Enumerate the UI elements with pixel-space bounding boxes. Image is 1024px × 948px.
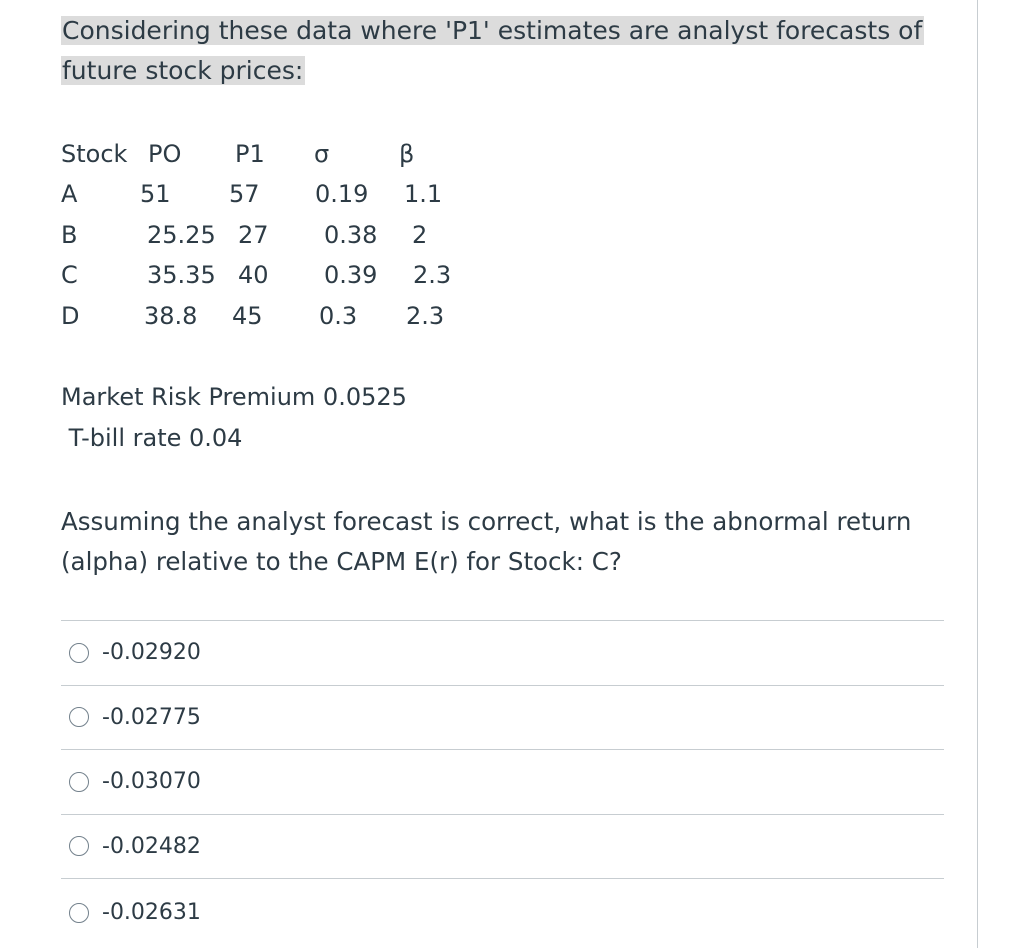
answer-option[interactable] (61, 685, 944, 750)
radio-button[interactable] (69, 643, 89, 663)
answer-label[interactable]: -0.02631 (102, 900, 201, 925)
answer-option[interactable] (61, 878, 944, 946)
row-b-stock: B (61, 221, 78, 249)
header-sigma: σ (314, 140, 330, 168)
market-risk-premium: Market Risk Premium 0.0525 (61, 383, 407, 411)
tbill-rate: T-bill rate 0.04 (61, 424, 243, 452)
radio-button[interactable] (69, 836, 89, 856)
radio-button[interactable] (69, 707, 89, 727)
answer-label[interactable]: -0.02775 (102, 704, 201, 730)
question-text (61, 502, 941, 582)
row-a-p1: 57 (229, 180, 260, 208)
header-p0: PO (148, 140, 182, 168)
row-a-beta: 1.1 (404, 180, 443, 208)
row-b-beta: 2 (412, 221, 428, 249)
intro-line-1: Considering these data where 'P1' estimates are analyst forecasts of (62, 16, 923, 45)
question-intro (61, 11, 941, 91)
answer-label[interactable]: -0.02920 (102, 640, 201, 666)
row-a-stock: A (61, 180, 78, 208)
row-d-p1: 45 (232, 302, 263, 330)
row-c-p0: 35.35 (147, 261, 216, 289)
header-stock: Stock (61, 140, 128, 168)
answer-label[interactable]: -0.02482 (102, 833, 201, 859)
row-d-sigma: 0.3 (319, 302, 358, 330)
row-b-p0: 25.25 (147, 221, 216, 249)
question-line-1: Assuming the analyst forecast is correct, what is the abnormal return (61, 507, 912, 536)
row-d-beta: 2.3 (406, 302, 445, 330)
row-a-p0: 51 (140, 180, 171, 208)
row-d-stock: D (61, 302, 80, 330)
header-p1: P1 (235, 140, 265, 168)
answer-label[interactable]: -0.03070 (102, 769, 201, 795)
radio-button[interactable] (69, 772, 89, 792)
answer-option[interactable] (61, 814, 944, 879)
row-c-p1: 40 (238, 261, 269, 289)
question-line-2: (alpha) relative to the CAPM E(r) for Stock: C? (61, 547, 622, 576)
intro-line-2: future stock prices: (62, 56, 304, 85)
answer-option[interactable] (61, 749, 944, 814)
header-beta: β (399, 140, 415, 168)
answer-option[interactable] (61, 620, 944, 685)
row-a-sigma: 0.19 (315, 180, 369, 208)
row-c-sigma: 0.39 (324, 261, 378, 289)
answer-list (61, 620, 944, 946)
row-b-sigma: 0.38 (324, 221, 378, 249)
row-c-beta: 2.3 (413, 261, 452, 289)
row-b-p1: 27 (238, 221, 269, 249)
radio-button[interactable] (69, 903, 89, 923)
row-d-p0: 38.8 (144, 302, 198, 330)
row-c-stock: C (61, 261, 78, 289)
